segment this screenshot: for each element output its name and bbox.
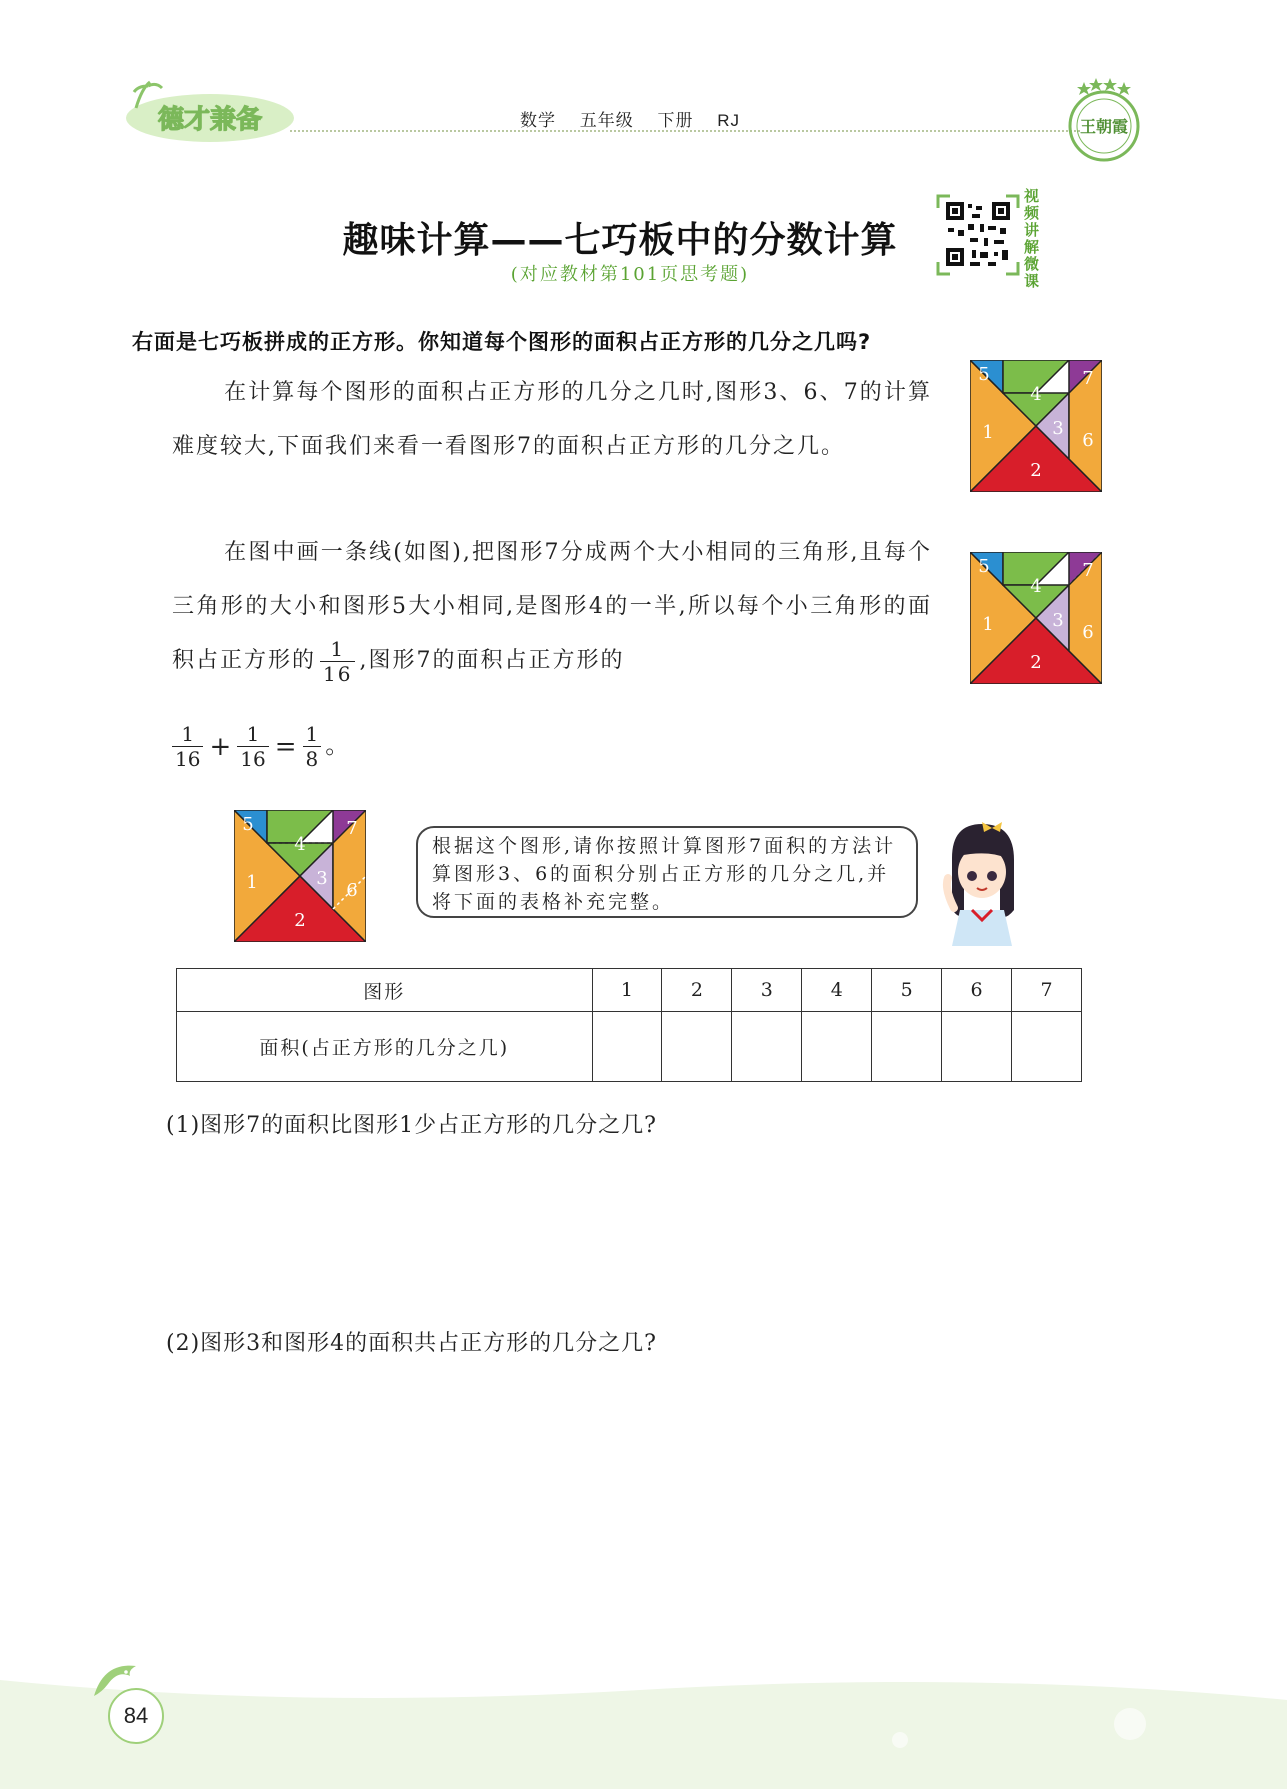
- svg-text:德才兼备: 德才兼备: [157, 105, 263, 135]
- fraction-c: $\frac{1}{8}$: [303, 722, 322, 771]
- answer-cell-2[interactable]: [662, 1012, 732, 1082]
- piece-label-6: 6: [1082, 622, 1094, 643]
- tangram-square-1: [970, 360, 1102, 492]
- page-title: 趣味计算——七巧板中的分数计算: [342, 220, 898, 261]
- paragraph-1-text: 在计算每个图形的面积占正方形的几分之几时,图形3、6、7的计算难度较大,下面我们来看一看图形7的面积占正方形的几分之几。: [172, 380, 932, 459]
- question-1: (1)图形7的面积比图形1少占正方形的几分之几?: [166, 1113, 657, 1138]
- table-col-2: 2: [662, 969, 732, 1012]
- answer-cell-5[interactable]: [872, 1012, 942, 1082]
- table-col-6: 6: [942, 969, 1012, 1012]
- plus-sign: +: [209, 731, 232, 762]
- table-answer-row: [177, 1012, 1082, 1082]
- piece-label-5: 5: [978, 556, 990, 577]
- piece-label-3: 3: [316, 868, 328, 889]
- volume: 下册: [657, 111, 694, 130]
- table-header-row: [177, 969, 1082, 1012]
- piece-label-1: 1: [246, 872, 258, 893]
- equals-sign: =: [274, 731, 297, 762]
- area-table: [176, 968, 1082, 1082]
- piece-label-6: 6: [1082, 430, 1094, 451]
- subject: 数学: [520, 111, 556, 130]
- equation-end: 。: [325, 731, 350, 759]
- answer-cell-1[interactable]: [592, 1012, 662, 1082]
- book-info: [520, 106, 758, 131]
- page-number: 84: [108, 1688, 164, 1744]
- table-col-4: 4: [802, 969, 872, 1012]
- piece-label-1: 1: [982, 614, 994, 635]
- piece-label-7: 7: [1082, 368, 1094, 389]
- piece-label-6: 6: [346, 880, 358, 901]
- piece-label-3: 3: [1052, 418, 1064, 439]
- footer-wave: [0, 1680, 1287, 1789]
- paragraph-2: [172, 526, 932, 688]
- piece-label-2: 2: [294, 910, 306, 931]
- piece-label-4: 4: [1030, 384, 1042, 405]
- answer-cell-6[interactable]: [942, 1012, 1012, 1082]
- table-col-1: 1: [592, 969, 662, 1012]
- brand-logo: [118, 78, 296, 146]
- piece-label-7: 7: [346, 818, 358, 839]
- speech-bubble-text: 根据这个图形,请你按照计算图形7面积的方法计算图形3、6的面积分别占正方形的几分之几,并将下面的表格补充完整。: [432, 835, 897, 913]
- piece-label-7: 7: [1082, 560, 1094, 581]
- qr-code[interactable]: [936, 194, 1020, 276]
- piece-label-5: 5: [978, 364, 990, 385]
- question-2: (2)图形3和图形4的面积共占正方形的几分之几?: [166, 1331, 657, 1356]
- piece-label-1: 1: [982, 422, 994, 443]
- lead-question: 右面是七巧板拼成的正方形。你知道每个图形的面积占正方形的几分之几吗?: [132, 330, 872, 354]
- table-col-3: 3: [732, 969, 802, 1012]
- qr-caption: 视频讲解微课: [1024, 187, 1040, 290]
- table-header-label: 图形: [177, 969, 593, 1012]
- table-col-5: 5: [872, 969, 942, 1012]
- piece-label-4: 4: [1030, 576, 1042, 597]
- piece-label-5: 5: [242, 814, 254, 835]
- tangram-square-2: [970, 552, 1102, 684]
- answer-cell-4[interactable]: [802, 1012, 872, 1082]
- svg-text:王朝霞: 王朝霞: [1079, 117, 1129, 136]
- paragraph-2-tail: ,图形7的面积占正方形的: [359, 648, 625, 673]
- equation: [168, 722, 349, 771]
- answer-cell-3[interactable]: [732, 1012, 802, 1082]
- piece-label-2: 2: [1030, 652, 1042, 673]
- textbook-reference: (对应教材第101页思考题): [510, 264, 750, 285]
- paragraph-2-text: 在图中画一条线(如图),把图形7分成两个大小相同的三角形,且每个三角形的大小和图形5大小相同,是图形4的一半,所以每个小三角形的面积占正方形的: [172, 540, 932, 673]
- tangram-square-3: [234, 810, 366, 942]
- fraction-a: $\frac{1}{16}$: [172, 722, 203, 771]
- table-col-7: 7: [1012, 969, 1082, 1012]
- publisher-seal: [1062, 74, 1146, 168]
- piece-label-2: 2: [1030, 460, 1042, 481]
- edition: RJ: [717, 111, 740, 130]
- fraction-one-sixteenth: $\frac{1}{16}$: [320, 637, 355, 686]
- answer-cell-7[interactable]: [1012, 1012, 1082, 1082]
- table-row-label: 面积(占正方形的几分之几): [177, 1012, 593, 1082]
- piece-label-3: 3: [1052, 610, 1064, 631]
- grade: 五年级: [579, 111, 634, 130]
- cartoon-girl-illustration: [930, 818, 1030, 948]
- paragraph-1: [172, 366, 932, 474]
- piece-label-4: 4: [294, 834, 306, 855]
- fraction-b: $\frac{1}{16}$: [237, 722, 268, 771]
